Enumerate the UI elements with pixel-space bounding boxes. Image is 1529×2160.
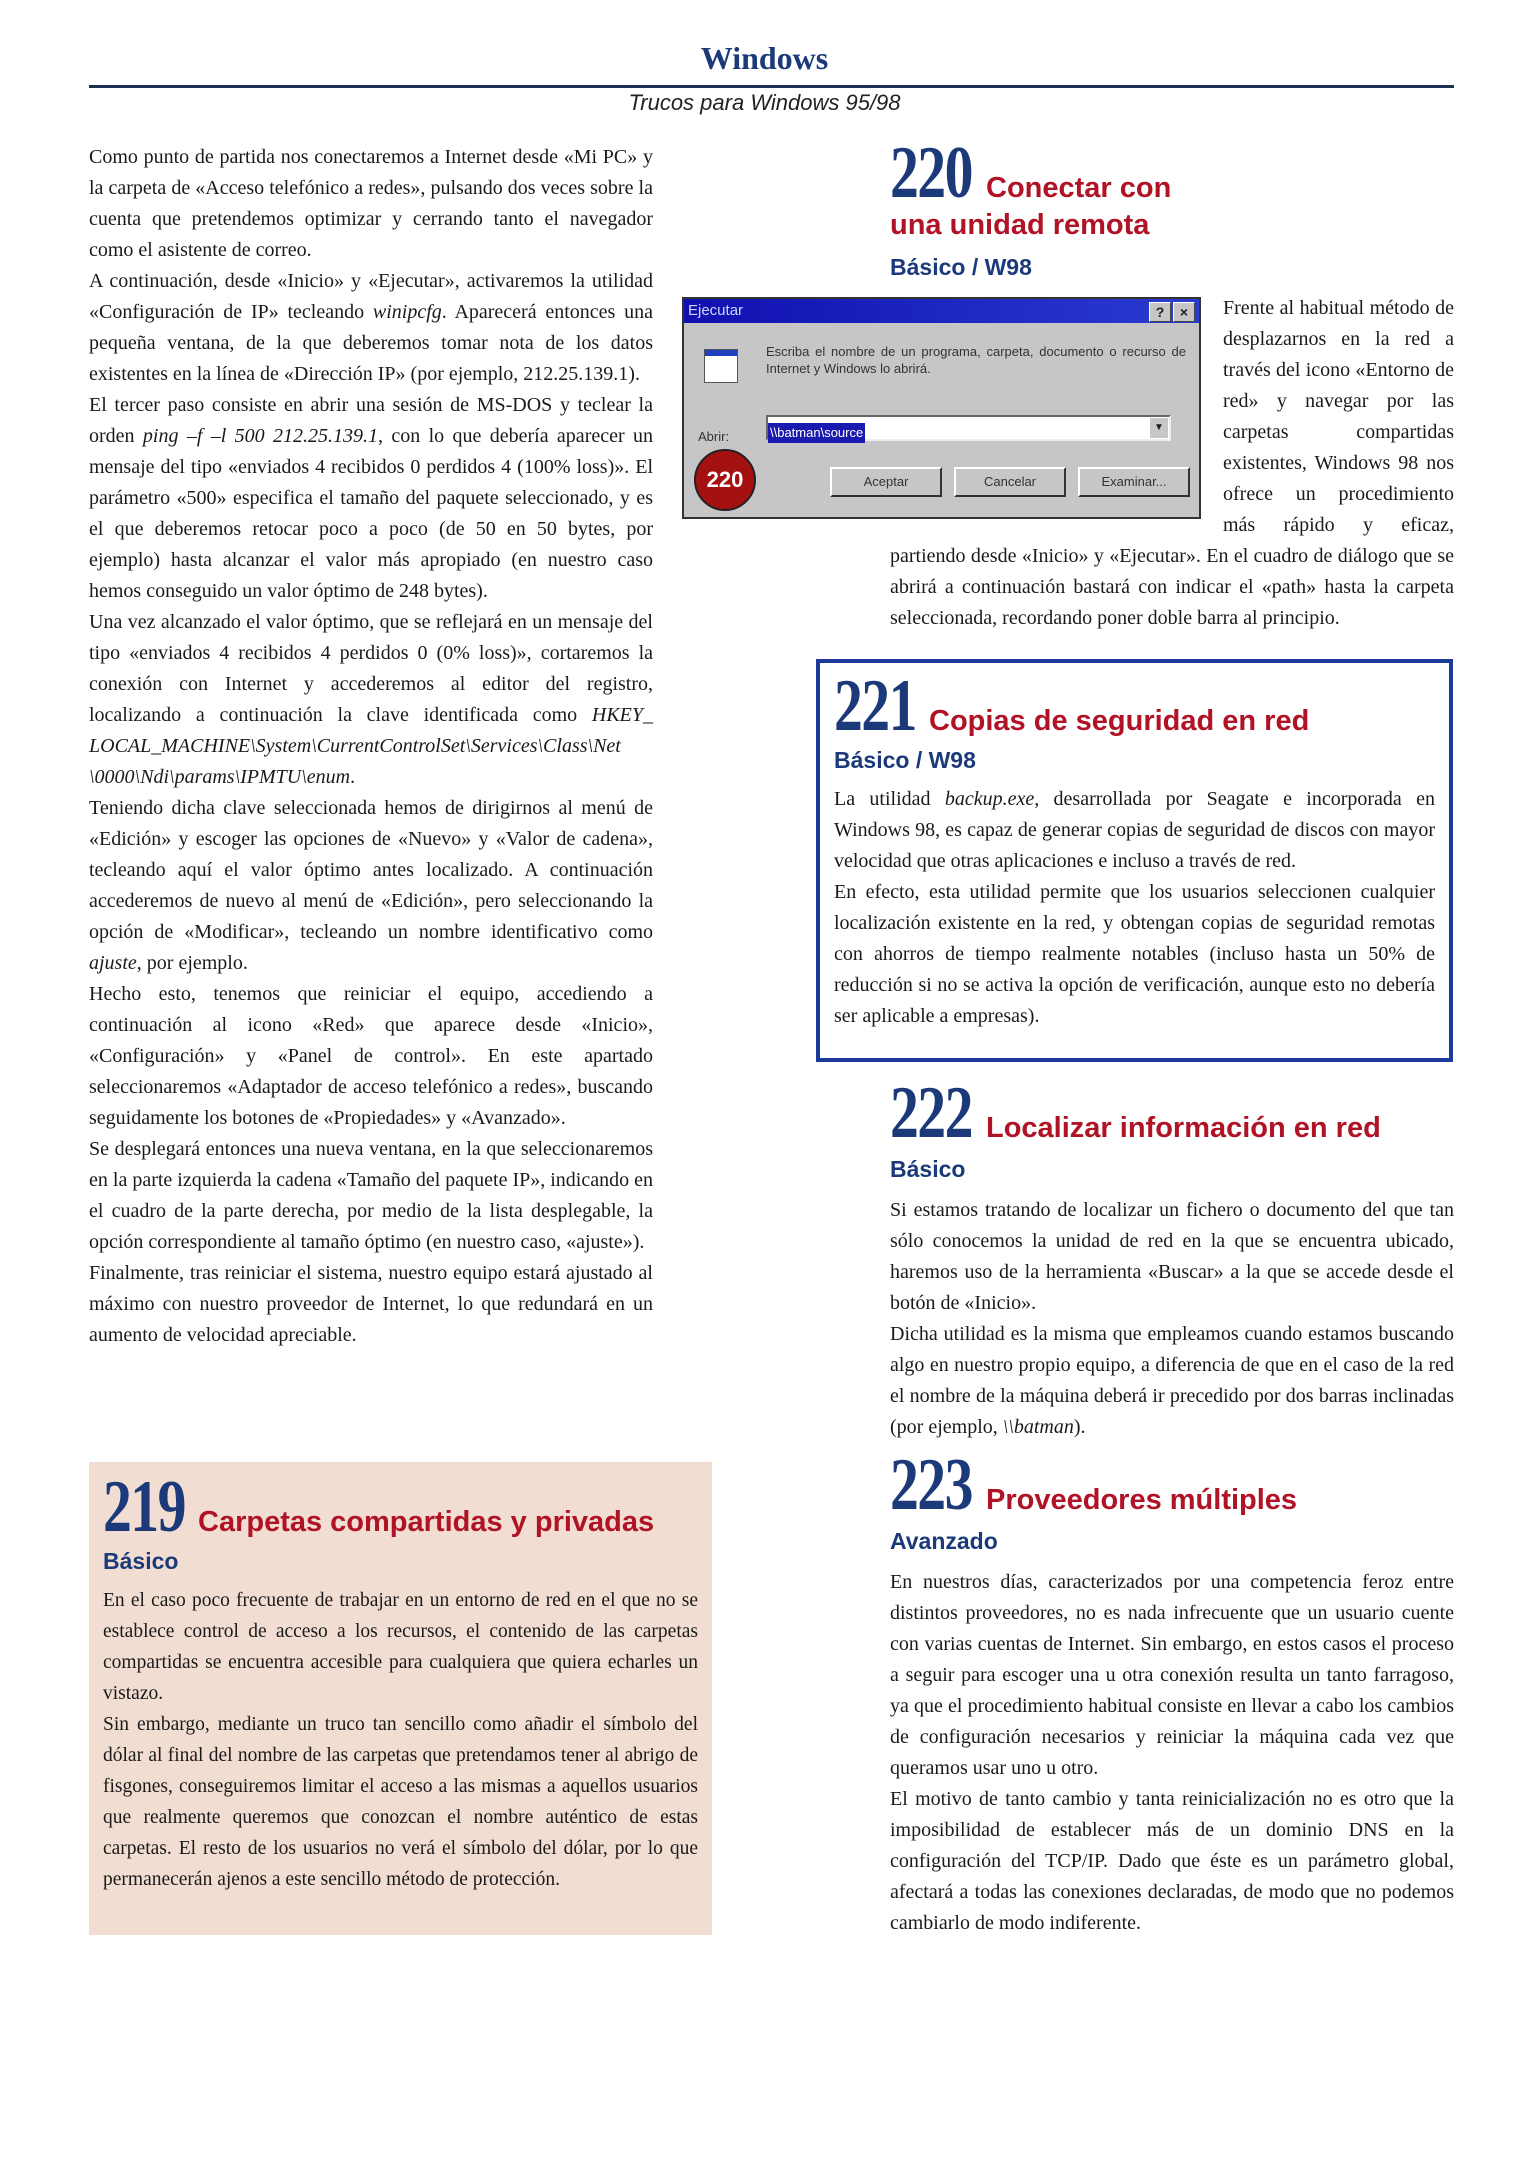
section-title: Windows <box>700 40 829 76</box>
paragraph <box>89 142 653 266</box>
tip-level: Básico <box>890 1156 966 1182</box>
text-run: Sin embargo, mediante un truco tan sencillo como añadir el símbolo del dólar al final del nombre de las carpetas que pretendamos tener al abrigo de fisgones, conseguiremos limitar el acceso a las mismas a aquellos usuarios que realmente queremos que conozcan el nombre auténtico de estas carpetas. El resto de los usuarios no verá el símbolo del dólar, por lo que permanecerán ajenos a este sencillo método de protección. <box>103 1714 698 1890</box>
tip-title: Copias de seguridad en red <box>929 705 1310 737</box>
paragraph <box>89 979 653 1134</box>
text-run: Si estamos tratando de localizar un fichero o documento del que tan sólo conocemos la unidad de red en la que se encuentra ubicado, haremos uso de la herramienta «Buscar» a la que se accede desde el botón de «Inicio». <box>890 1199 1454 1314</box>
tip-number: 223 <box>890 1444 972 1526</box>
text-run: Dicha utilidad es la misma que empleamos cuando estamos buscando algo en nuestro propio equipo, a diferencia de que en el caso de la red el nombre de la máquina deberá ir precedido por dos barras inclinadas (por ejemplo, <box>890 1323 1454 1438</box>
text-run: El motivo de tanto cambio y tanta reinicialización no es otro que la imposibilidad de establecer más de un dominio DNS en la configuración del TCP/IP. Dado que éste es un parámetro global, afectará a todas las conexiones declaradas, de modo que no podemos cambiarlo de modo indiferente. <box>890 1788 1454 1934</box>
tip-number: 222 <box>890 1072 972 1154</box>
text-run: En el caso poco frecuente de trabajar en un entorno de red en el que no se establece control de acceso a los recursos, el contenido de las carpetas compartidas se encuentra accesible para cualquiera que quiera echarles un vistazo. <box>103 1590 698 1704</box>
paragraph <box>890 1195 1454 1319</box>
paragraph <box>89 1258 653 1351</box>
tip-body <box>103 1585 698 1895</box>
tip-body <box>890 1567 1454 1939</box>
tip-title-line2: una unidad remota <box>890 209 1150 241</box>
paragraph <box>89 607 653 793</box>
text-run: , con lo que debería aparecer un mensaje del tipo «enviados 4 recibidos 0 perdidos 4 (100% loss)». El parámetro «500» especifica el tamaño del paquete seleccionado, y es el que deberemos retocar poco a poco (de 50 en 50 bytes, por ejemplo) hasta alcanzar el valor más apropiado (en nuestro caso hemos conseguido un valor óptimo de 248 bytes). <box>89 425 653 602</box>
paragraph <box>890 1567 1454 1784</box>
text-run: . <box>350 766 356 788</box>
run-program-icon <box>704 349 738 383</box>
text-run: ). <box>1073 1416 1086 1438</box>
text-run: , por ejemplo. <box>136 952 248 974</box>
paragraph <box>89 793 653 979</box>
italic-text: winipcfg <box>372 301 442 323</box>
italic-text: HKEY_ LOCAL_MACHINE\System\CurrentControlSet\Services\Class\Net \0000\Ndi\params\IPMTU\enum <box>89 704 653 788</box>
tip-title: Proveedores múltiples <box>986 1484 1298 1516</box>
dialog-title: Ejecutar <box>688 302 744 319</box>
tip-body <box>890 1195 1454 1443</box>
text-run: Hecho esto, tenemos que reiniciar el equipo, accediendo a continuación al icono «Red» que aparece desde «Inicio», «Configuración» y «Panel de control». En este apartado seleccionaremos «Adaptador de acceso telefónico a redes», buscando seguidamente los botones de «Propiedades» y «Avanzado». <box>89 983 653 1129</box>
help-icon: ? <box>1149 302 1171 322</box>
italic-text: \\batman <box>1002 1416 1074 1438</box>
text-run: En nuestros días, caracterizados por una competencia feroz entre distintos proveedores, no es nada infrecuente que un usuario cuente con varias cuentas de Internet. Sin embargo, en estos casos el proceso a seguir para escoger una u otra conexión resulta un tanto farragoso, ya que el procedimiento habitual consiste en llevar a cabo los cambios de configuración necesarios y reiniciar la máquina cada vez que queramos usar uno u otro. <box>890 1571 1454 1779</box>
text-run: Teniendo dicha clave seleccionada hemos de dirigirnos al menú de «Edición» y escoger las opciones de «Nuevo» y «Valor de cadena», tecleando aquí el valor óptimo antes localizado. A continuación accederemos de nuevo al menú de «Edición», pero seleccionando la opción de «Modificar», tecleando un nombre identificativo como <box>89 797 653 943</box>
open-value: \\batman\source <box>768 423 865 443</box>
paragraph <box>103 1585 698 1709</box>
tip-221 <box>816 659 1453 1062</box>
tip-number: 221 <box>834 665 916 747</box>
tip-title-line1: Conectar con <box>986 172 1172 204</box>
text-run: . Aparecerá entonces una pequeña ventana, de la que deberemos tomar nota de los datos existentes en la línea de «Dirección IP» (por ejemplo, 212.25.139.1). <box>89 301 653 385</box>
browse-button: Examinar... <box>1078 467 1190 497</box>
open-input <box>766 415 1171 441</box>
text-run: A continuación, desde «Inicio» y «Ejecutar», activaremos la utilidad «Configuración de IP» tecleando <box>89 270 653 323</box>
paragraph <box>89 390 653 607</box>
tip-level: Básico <box>103 1548 179 1574</box>
tip-number: 220 <box>890 132 972 214</box>
tip-level: Avanzado <box>890 1528 998 1554</box>
italic-text: backup.exe <box>944 788 1035 810</box>
paragraph <box>89 1134 653 1258</box>
italic-text: ping –f –l 500 212.25.139.1 <box>142 425 378 447</box>
tip-222 <box>890 1072 1454 1443</box>
run-dialog-screenshot <box>682 297 1201 519</box>
text-run: La utilidad <box>834 788 945 810</box>
tip-number-badge: 220 <box>694 449 756 511</box>
paragraph <box>834 877 1435 1032</box>
close-icon: × <box>1173 302 1195 322</box>
text-run: Una vez alcanzado el valor óptimo, que se reflejará en un mensaje del tipo «enviados 4 recibidos 4 perdidos 0 (0% loss)», cortaremos la conexión con Internet y accederemos al editor del registro, localizando a continuación la clave identificada como <box>89 611 653 726</box>
tip-219 <box>89 1462 712 1935</box>
text-run: En efecto, esta utilidad permite que los usuarios seleccionen cualquier localización existente en la red, y obtengan copias de seguridad remotas con ahorros de tiempo realmente notables (incluso hasta un 50% de reducción si no se activa la opción de verificación, aunque esto no debería ser aplicable a empresas). <box>834 881 1435 1027</box>
text-run: Como punto de partida nos conectaremos a Internet desde «Mi PC» y la carpeta de «Acceso telefónico a redes», pulsando dos veces sobre la cuenta que pretendemos optimizar y cerrando tanto el navegador como el asistente de correo. <box>89 146 653 261</box>
text-run: Finalmente, tras reiniciar el sistema, nuestro equipo estará ajustado al máximo con nuestro proveedor de Internet, lo que redundará en un aumento de velocidad apreciable. <box>89 1262 653 1346</box>
cancel-button: Cancelar <box>954 467 1066 497</box>
tip-title: Carpetas compartidas y privadas <box>198 1506 655 1538</box>
paragraph <box>890 1319 1454 1443</box>
text-run: Se desplegará entonces una nueva ventana, en la que seleccionaremos en la parte izquierda la cadena «Tamaño del paquete IP», indicando en el cuadro de la parte derecha, por medio de la lista desplegable, la opción correspondiente al tamaño óptimo (en nuestro caso, «ajuste»). <box>89 1138 653 1253</box>
paragraph <box>103 1709 698 1895</box>
dialog-titlebar <box>684 299 1199 323</box>
header-rule <box>89 85 1454 88</box>
text-run: , desarrollada por Seagate e incorporada en Windows 98, es capaz de generar copias de seguridad de discos con mayor velocidad que otras aplicaciones e incluso a través de red. <box>834 788 1435 872</box>
paragraph <box>834 784 1435 877</box>
text-run: El tercer paso consiste en abrir una sesión de MS-DOS y teclear la orden <box>89 394 653 447</box>
paragraph <box>890 1784 1454 1939</box>
italic-text: ajuste <box>89 952 137 974</box>
text-run: Frente al habitual método de desplazarnos en la red a través del icono «Entorno de red» y navegar por las carpetas compartidas existentes, Windows 98 nos ofrece un procedimiento más rápido y eficaz, partiendo desde «Inicio» y «Ejecutar». En el cuadro de diálogo que se abrirá a continuación bastará con indicar el «path» hasta la carpeta seleccionada, recordando poner doble barra al principio. <box>890 297 1454 629</box>
tip-223 <box>890 1444 1454 1939</box>
tip-body <box>834 784 1435 1032</box>
section-subtitle: Trucos para Windows 95/98 <box>628 90 901 115</box>
dialog-message: Escriba el nombre de un programa, carpeta, documento o recurso de Internet y Windows lo abrirá. <box>766 344 1186 376</box>
tip-220 <box>688 132 1454 634</box>
ok-button: Aceptar <box>830 467 942 497</box>
tip-level: Básico / W98 <box>834 747 976 773</box>
paragraph <box>89 266 653 390</box>
tip-number: 219 <box>103 1466 185 1548</box>
dropdown-arrow-icon: ▼ <box>1150 418 1168 438</box>
open-label: Abrir: <box>698 429 730 444</box>
tip-title: Localizar información en red <box>986 1112 1381 1144</box>
intro-column <box>89 142 653 1351</box>
tip-level: Básico / W98 <box>890 254 1032 280</box>
